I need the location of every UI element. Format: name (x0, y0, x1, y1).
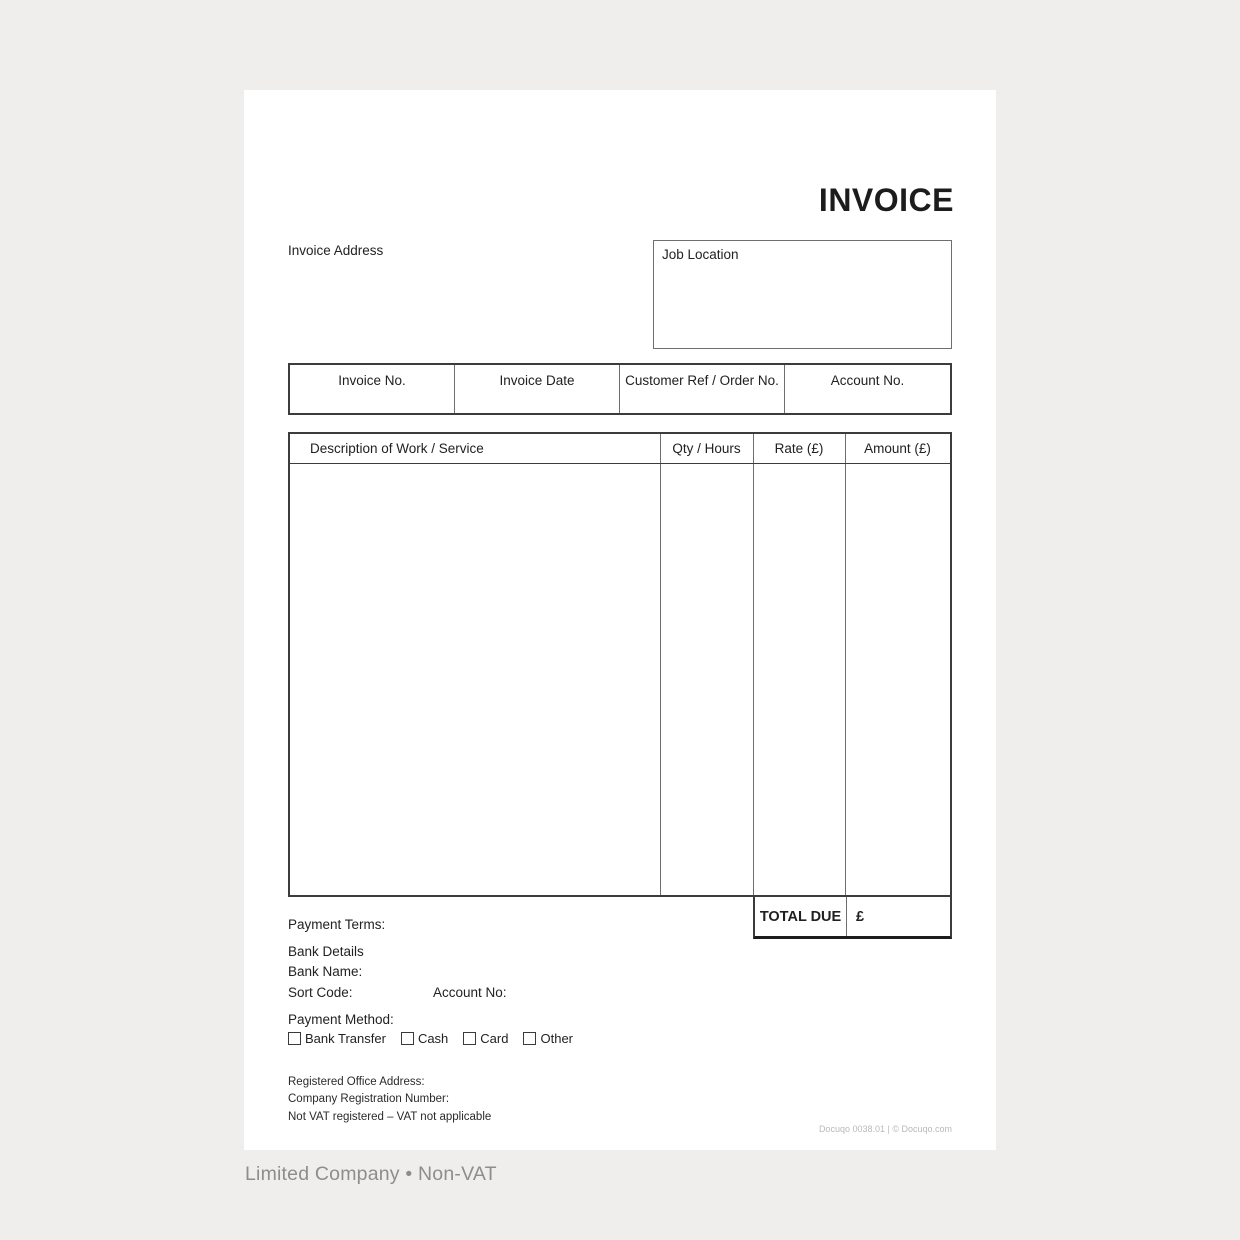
registered-office-label: Registered Office Address: (288, 1076, 425, 1088)
column-divider (845, 434, 846, 895)
cash-label: Cash (417, 1031, 449, 1046)
header-divider (290, 463, 950, 464)
bank-name-label: Bank Name: (288, 964, 363, 979)
card-label: Card (480, 1031, 509, 1046)
payment-method-label: Payment Method: (288, 1012, 394, 1027)
items-table (288, 432, 952, 897)
other-checkbox[interactable] (523, 1032, 536, 1045)
bank-transfer-label: Bank Transfer (305, 1031, 386, 1046)
total-due-row (753, 897, 952, 939)
document-title: INVOICE (818, 182, 954, 218)
payment-method-options (288, 1031, 573, 1046)
invoice-no-header: Invoice No. (290, 365, 455, 413)
vat-note: Not VAT registered – VAT not applicable (288, 1111, 492, 1123)
other-label: Other (540, 1031, 573, 1046)
bank-details-label: Bank Details (288, 944, 364, 959)
account-no-label: Account No: (433, 985, 507, 1000)
qty-hours-header: Qty / Hours (672, 441, 741, 456)
column-divider (660, 434, 661, 895)
document-reference: Docuqo 0038.01 | © Docuqo.com (818, 1124, 952, 1134)
invoice-info-table (288, 363, 952, 415)
payment-method-other (523, 1031, 573, 1046)
company-registration-label: Company Registration Number: (288, 1093, 450, 1105)
invoice-page (244, 90, 996, 1150)
payment-method-cash (401, 1031, 448, 1046)
rate-header: Rate (£) (774, 441, 824, 456)
payment-terms-label: Payment Terms: (288, 917, 386, 932)
total-due-label: TOTAL DUE (755, 897, 847, 936)
job-location-box (653, 240, 952, 349)
invoice-date-header: Invoice Date (455, 365, 620, 413)
account-no-header: Account No. (830, 373, 905, 388)
cash-checkbox[interactable] (401, 1032, 414, 1045)
amount-header: Amount (£) (864, 441, 931, 456)
job-location-label: Job Location (662, 247, 739, 262)
column-divider (753, 434, 754, 895)
invoice-address-label: Invoice Address (288, 243, 384, 258)
total-due-currency: £ (856, 908, 865, 925)
payment-method-card (463, 1031, 508, 1046)
payment-method-bank-transfer (288, 1031, 386, 1046)
product-caption: Limited Company • Non-VAT (245, 1163, 497, 1185)
bank-transfer-checkbox[interactable] (288, 1032, 301, 1045)
card-checkbox[interactable] (463, 1032, 476, 1045)
description-header: Description of Work / Service (310, 441, 484, 456)
customer-ref-header: Customer Ref / Order No. (620, 365, 785, 413)
sort-code-label: Sort Code: (288, 985, 353, 1000)
